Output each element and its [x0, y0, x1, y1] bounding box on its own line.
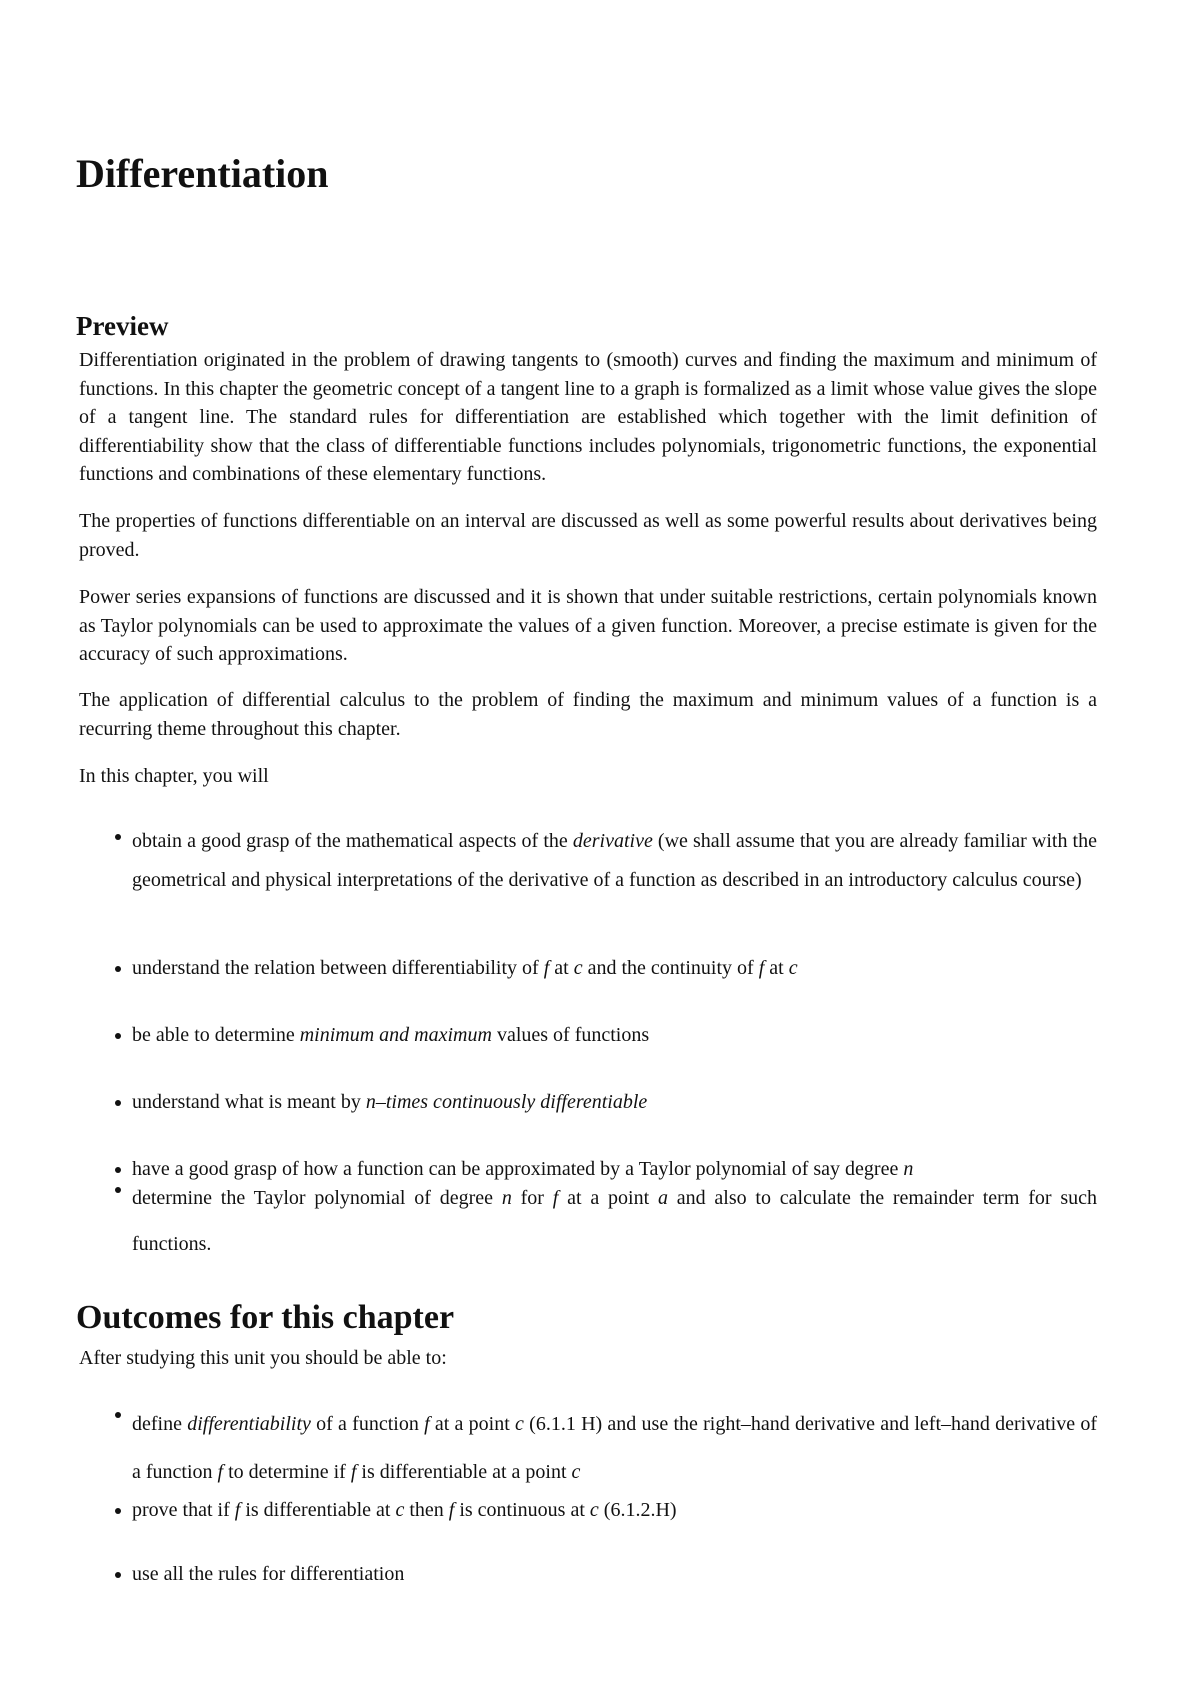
bullet-text: be able to determine [132, 1024, 300, 1046]
chapter-title: Differentiation [76, 151, 329, 196]
list-item [79, 1560, 1097, 1589]
bullet-text: is continuous at [454, 1499, 590, 1521]
math-var: f [234, 1499, 241, 1521]
bullet-text: is differentiable at [240, 1499, 396, 1521]
math-var: f [424, 1413, 430, 1435]
math-var: f [350, 1461, 357, 1483]
bullet-text: have a good grasp of how a function can be approximated by a Taylor polynomial of say degree [132, 1158, 904, 1180]
math-var: f [217, 1461, 224, 1483]
preview-heading: Preview [76, 311, 169, 341]
bullet-text: obtain a good grasp of the mathematical aspects of the [132, 830, 573, 852]
list-item [79, 822, 1097, 900]
outcomes-intro-text: After studying this unit you should be able to: [79, 1347, 447, 1369]
bullet-text: (6.1.2.H) [598, 1499, 677, 1521]
preview-paragraph-2 [79, 507, 1097, 564]
preview-bullet-list [79, 822, 1097, 900]
bullet-text: of a function [310, 1413, 425, 1435]
bullet-text: define [132, 1413, 188, 1435]
bullet-text: for [511, 1186, 553, 1209]
math-var: c [395, 1499, 405, 1521]
preview-text-3: Power series expansions of functions are discussed and it is shown that under suitable restrictions, certain polynomials known as Taylor polynomials can be used to approximate the values of a given function. Moreover, a precise estimate is given for the accuracy of such approximations. [79, 586, 1097, 665]
math-var: c [515, 1413, 524, 1435]
math-var: f [448, 1499, 455, 1521]
outcomes-intro [79, 1344, 1097, 1373]
bullet-text: then [404, 1499, 449, 1521]
math-var: f [552, 1186, 559, 1209]
outcomes-bullet-list-2 [79, 1496, 1097, 1525]
preview-text-4: The application of differential calculus to the problem of finding the maximum and minimum values of a function is a recurring theme throughout this chapter. [79, 689, 1097, 740]
math-var: n [501, 1186, 512, 1209]
preview-paragraph-1 [79, 346, 1097, 489]
bullet-text: at [764, 957, 789, 979]
math-var: f [543, 957, 550, 979]
bullet-text: and the continuity of [582, 957, 759, 979]
bullet-text: at a point [558, 1186, 658, 1209]
bullet-text: prove that if [132, 1499, 235, 1521]
math-var: n [903, 1158, 914, 1180]
bullet-text: is differentiable at a point [356, 1461, 572, 1483]
preview-text-1: Differentiation originated in the problem of drawing tangents to (smooth) curves and finding the maximum and minimum of functions. In this chapter the geometric concept of a tangent line to a graph is formalized as a limit whose value gives the slope of a tangent line. The standard rules for differentiation are established which together with the limit definition of differentiability show that the class of differentiable functions includes polynomials, trigonometric functions, the exponential functions and combinations of these elementary functions. [79, 349, 1097, 485]
bullet-text: (we shall assume that you are already familiar with the geometrical and physical interpretations of the derivative of a function as described in an introductory calculus course) [132, 830, 1097, 891]
bullet-emphasis: n–times continuously differentiable [365, 1091, 648, 1113]
bullet-text: to determine if [223, 1461, 351, 1483]
bullet-text: at a point [429, 1413, 516, 1435]
preview-bullet-list-4 [79, 1088, 1097, 1117]
bullet-emphasis: minimum and maximum [299, 1024, 492, 1046]
math-var: c [571, 1461, 581, 1483]
math-var: c [788, 957, 798, 979]
list-item [79, 1021, 1097, 1050]
bullet-text: understand the relation between differentiability of [132, 957, 544, 979]
math-var: f [758, 957, 765, 979]
bullet-text: use all the rules for differentiation [132, 1563, 405, 1585]
math-var: c [573, 957, 583, 979]
preview-intro [79, 762, 1097, 791]
bullet-text: at [549, 957, 574, 979]
outcomes-bullet-list-3 [79, 1560, 1097, 1589]
bullet-text: and also to calculate the remainder term for such functions. [132, 1186, 1097, 1255]
preview-bullet-list-5 [79, 1155, 1097, 1267]
preview-text-2: The properties of functions differentiable on an interval are discussed as well as some powerful results about derivatives being proved. [79, 510, 1097, 561]
bullet-text: values of functions [491, 1024, 650, 1046]
math-var: c [589, 1499, 599, 1521]
bullet-emphasis: differentiability [187, 1413, 311, 1435]
preview-paragraph-4 [79, 686, 1097, 743]
list-item [79, 1175, 1097, 1267]
bullet-text: determine the Taylor polynomial of degree [132, 1186, 502, 1209]
bullet-text: (6.1.1 H) and use the right–hand derivative and left–hand derivative of a function [132, 1413, 1097, 1483]
bullet-text: understand what is meant by [132, 1091, 366, 1113]
outcomes-bullet-list [79, 1400, 1097, 1496]
math-var: a [657, 1186, 668, 1209]
preview-paragraph-3 [79, 583, 1097, 669]
preview-intro-text: In this chapter, you will [79, 765, 269, 787]
outcomes-heading: Outcomes for this chapter [76, 1299, 455, 1336]
preview-bullet-list-2 [79, 954, 1097, 983]
list-item [79, 1496, 1097, 1525]
preview-bullet-list-3 [79, 1021, 1097, 1050]
list-item [79, 1088, 1097, 1117]
bullet-emphasis: derivative [572, 830, 653, 852]
list-item [79, 1400, 1097, 1496]
list-item [79, 954, 1097, 983]
